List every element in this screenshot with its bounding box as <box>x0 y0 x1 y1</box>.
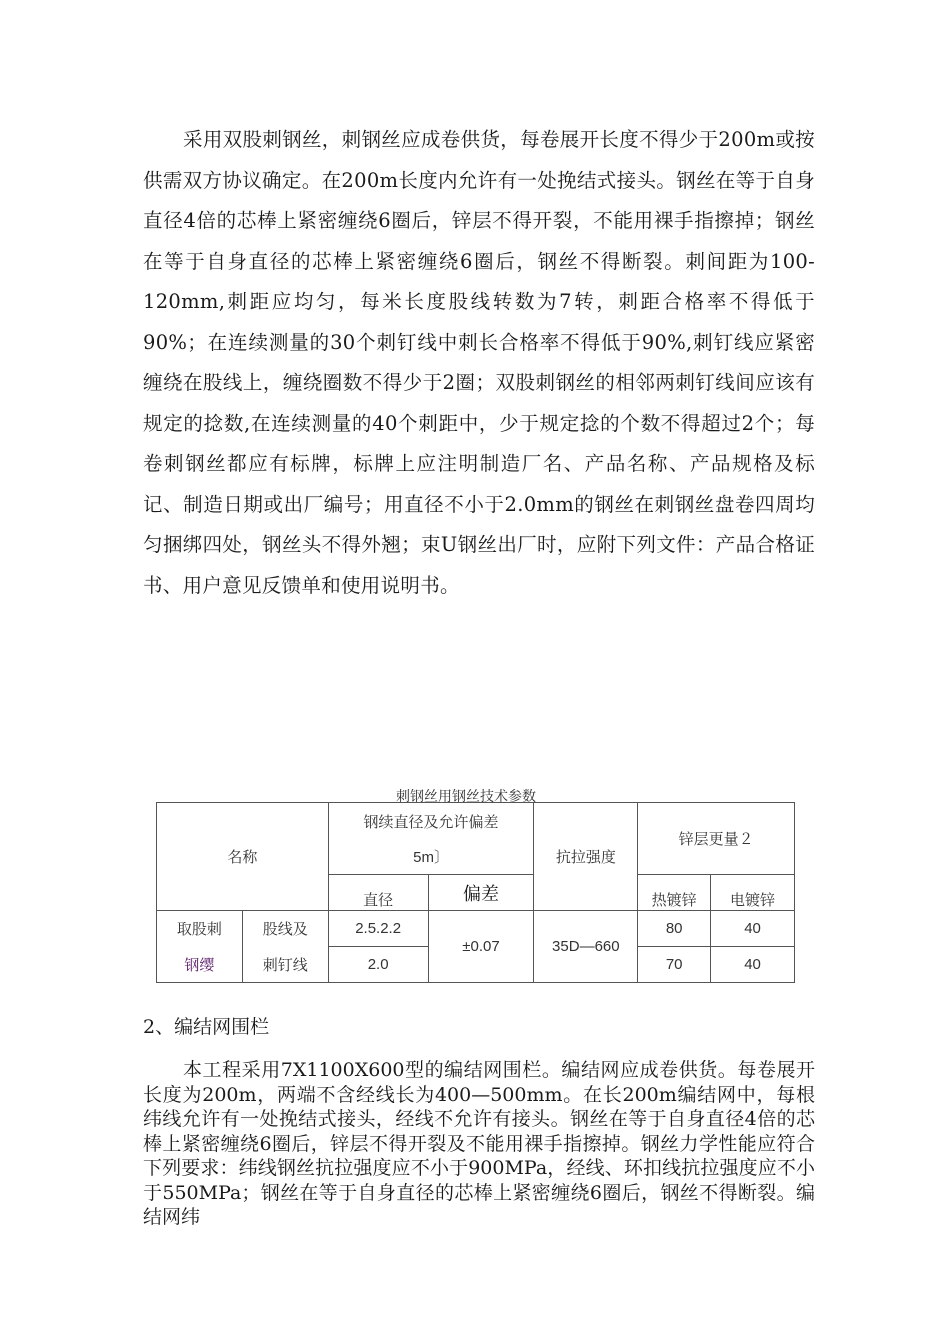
table-caption: 刺钢丝用钢丝技术参数 <box>396 788 536 804</box>
body-paragraph-1 <box>143 120 815 606</box>
cell-tensile: 35D—660 <box>534 911 638 983</box>
cell-diameter-2: 2.0 <box>328 947 428 983</box>
subheader-electro: 电镀锌 <box>711 875 795 911</box>
subheader-diameter: 直径 <box>328 875 428 911</box>
cell-electro-2: 40 <box>711 947 795 983</box>
header-diameter <box>328 803 534 875</box>
cell-diameter-1: 2.5.2.2 <box>328 911 428 947</box>
header-tensile: 抗拉强度 <box>534 803 638 911</box>
header-zinc: 锌层更量２ <box>638 803 795 875</box>
subheader-deviation: 偏差 <box>428 875 534 911</box>
header-diameter-line1: 钢续直径及允许偏差 <box>363 813 499 831</box>
table-header-row <box>157 803 795 875</box>
cell-electro-1: 40 <box>711 911 795 947</box>
body-paragraph-2 <box>143 1058 815 1230</box>
subheader-hot-dip: 热镀锌 <box>638 875 711 911</box>
spec-table <box>156 802 795 983</box>
cell-hot-1: 80 <box>638 911 711 947</box>
cell-deviation: ±0.07 <box>428 911 534 983</box>
cell-name-b1: 股线及 <box>242 911 328 947</box>
header-diameter-line2: 5m〕 <box>413 848 449 866</box>
header-name: 名称 <box>157 803 329 911</box>
cell-name-a2: 钢缨 <box>157 947 243 983</box>
table-row <box>157 911 795 947</box>
cell-name-a1: 取股刺 <box>157 911 243 947</box>
cell-name-b2: 刺钉线 <box>242 947 328 983</box>
paragraph-text: 本工程采用7X1100X600型的编结网围栏。编结网应成卷供货。每卷展开长度为200m，两端不含经线长为400—500mm。在长200m编结网中，每根纬线允许有一处挽结式接头，经线不允许有接头。钢丝在等于自身直径4倍的芯棒上紧密缠绕6圈后，锌层不得开裂及不能用裸手指擦掉。钢丝力学性能应符合下列要求：纬线钢丝抗拉强度应不小于900MPa，经线、环扣线抗拉强度应不小于550MPa；钢丝在等于自身直径的芯棒上紧密缠绕6圈后，钢丝不得断裂。编结网纬 <box>143 1059 815 1228</box>
section-heading: 2、编结网围栏 <box>143 1016 270 1038</box>
paragraph-text: 采用双股刺钢丝，刺钢丝应成卷供货，每卷展开长度不得少于200m或按供需双方协议确定。在200m长度内允许有一处挽结式接头。钢丝在等于自身直径4倍的芯棒上紧密缠绕6圈后，锌层不得开裂，不能用裸手指擦掉；钢丝在等于自身直径的芯棒上紧密缠绕6圈后，钢丝不得断裂。刺间距为100-120mm,刺距应均匀，每米长度股线转数为7转，刺距合格率不得低于90%；在连续测量的30个刺钉线中刺长合格率不得低于90%,刺钉线应紧密缠绕在股线上，缠绕圈数不得少于2圈；双股刺钢丝的相邻两刺钉线间应该有规定的捻数,在连续测量的40个刺距中，少于规定捻的个数不得超过2个；每卷刺钢丝都应有标牌，标牌上应注明制造厂名、产品名称、产品规格及标记、制造日期或出厂编号；用直径不小于2.0mm的钢丝在刺钢丝盘卷四周均匀捆绑四处，钢丝头不得外翘；束U钢丝出厂时，应附下列文件：产品合格证书、用户意见反馈单和使用说明书。 <box>143 128 815 597</box>
cell-hot-2: 70 <box>638 947 711 983</box>
